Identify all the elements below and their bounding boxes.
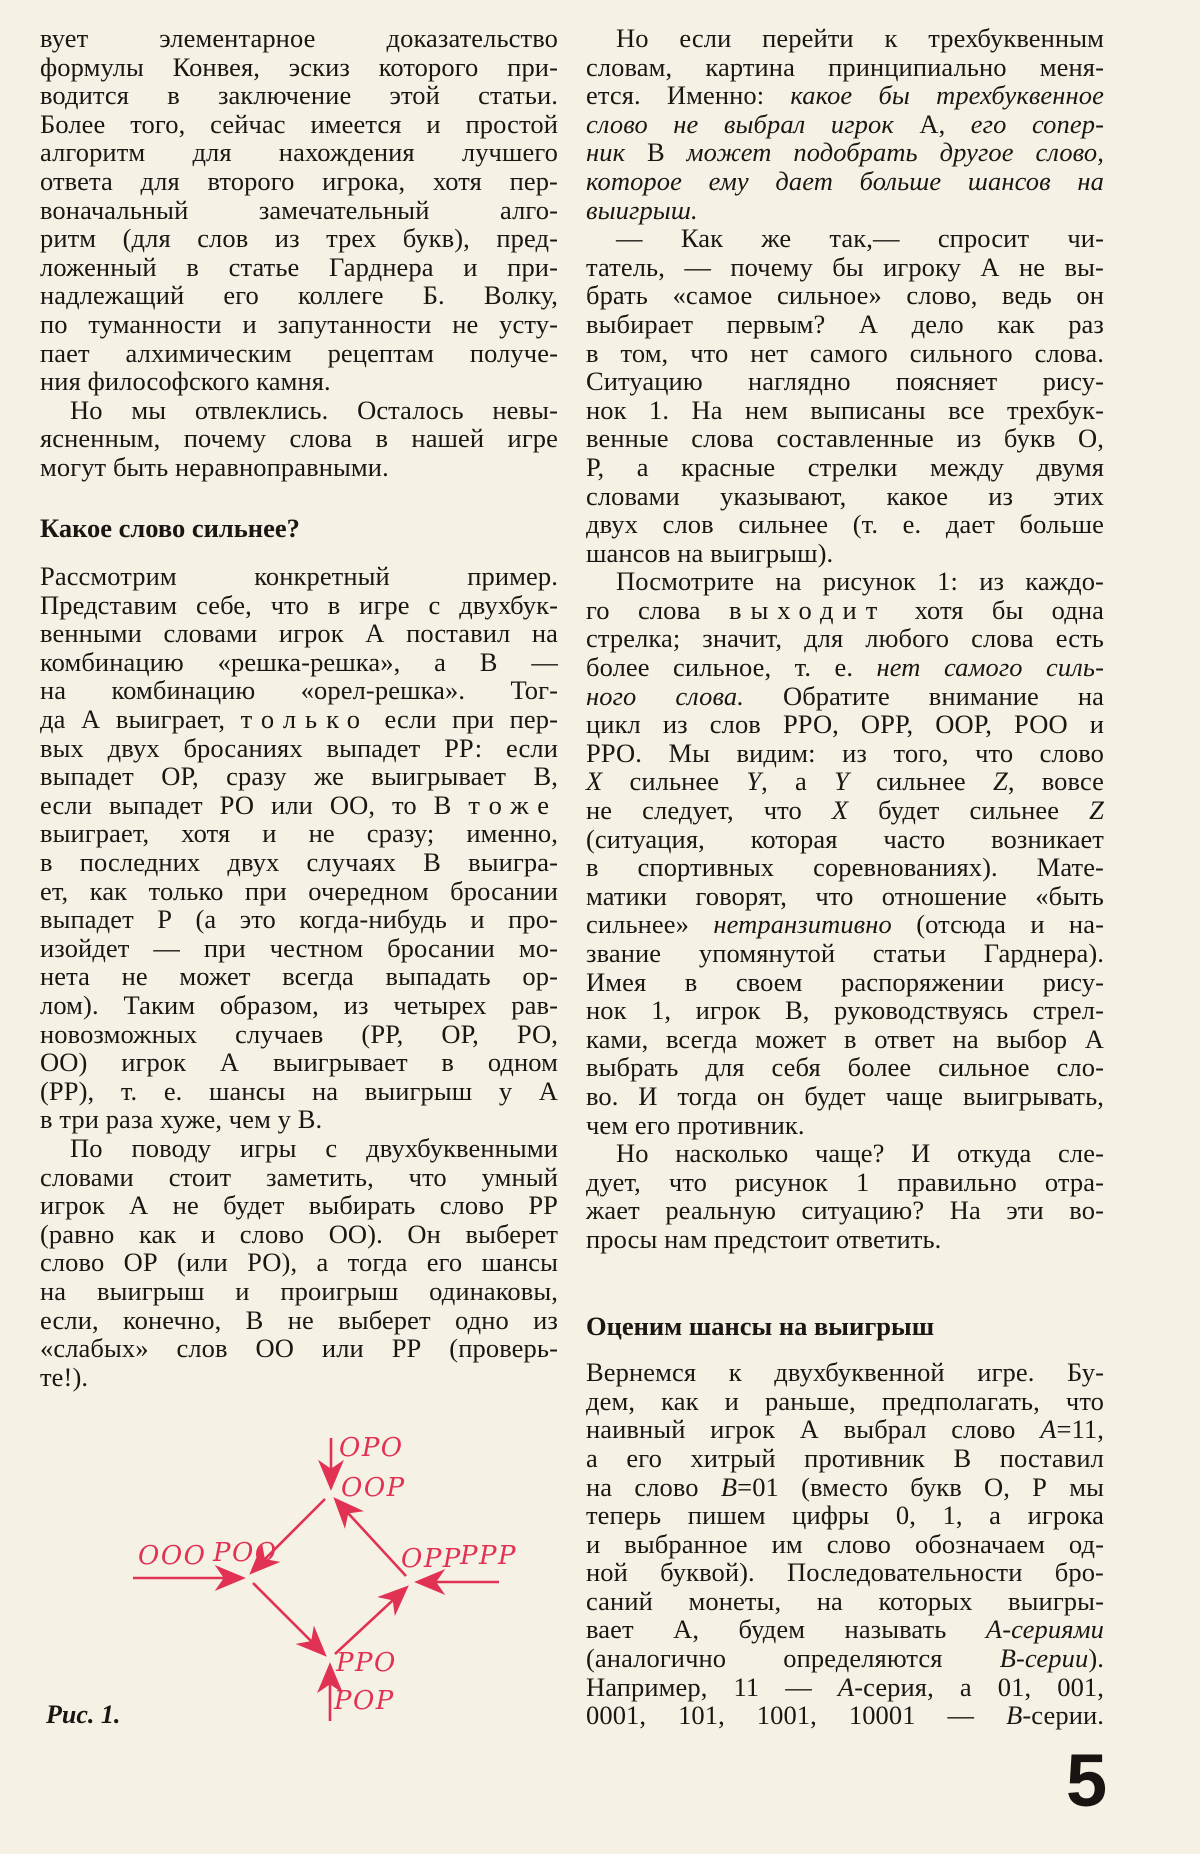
text-line: ной буквой). Последовательности бро-	[586, 1557, 1104, 1588]
text-line: Например, 11 — А-серия, а 01, 001,	[586, 1671, 1104, 1702]
text-line: Представим себе, что в игре с двухбук-	[40, 589, 558, 620]
node-label-poo: РОО	[213, 1538, 278, 1568]
text-line: воначальный замечательный алго-	[40, 194, 558, 225]
text-line: Посмотрите на рисунок 1: из каждо-	[616, 566, 1104, 597]
text-line: сильнее» нетранзитивно (отсюда и на-	[586, 909, 1104, 940]
text-line: теперь пишем цифры 0, 1, а игрока	[586, 1500, 1104, 1531]
text-line: выбрать для себя более сильное сло-	[586, 1052, 1104, 1083]
text-line: алгоритм для нахождения лучшего	[40, 137, 558, 168]
text-line: нета не может всегда выпадать ор-	[40, 961, 558, 992]
text-line: комбинацию «решка-решка», а В —	[40, 646, 558, 677]
text-line: ложенный в статье Гарднера и при-	[40, 251, 558, 282]
left-text-column	[40, 24, 558, 1391]
text-line: в спортивных соревнованиях). Мате-	[586, 852, 1104, 883]
text-line: 0001, 101, 1001, 10001 — В-серии.	[586, 1700, 1104, 1731]
section-heading: Какое слово сильнее?	[40, 512, 300, 543]
text-line: нок 1, игрок В, руководствуясь стрел-	[586, 995, 1104, 1026]
text-line: ния философского камня.	[40, 366, 331, 397]
node-label-oop: ООР	[341, 1473, 406, 1503]
text-line: го слова выходит хотя бы одна	[586, 594, 1104, 625]
text-line: в три раза хуже, чем у В.	[40, 1104, 323, 1135]
text-line: (аналогично определяются В-серии).	[586, 1643, 1104, 1674]
text-line: дем, как и раньше, предполагать, что	[586, 1385, 1104, 1416]
text-line: (РР), т. е. шансы на выигрыш у А	[40, 1075, 558, 1106]
text-line: не следует, что X будет сильнее Z	[586, 795, 1104, 826]
text-line: цикл из слов РРО, ОРР, ООР, РОО и	[586, 709, 1104, 740]
node-label-opo: ОРО	[339, 1433, 404, 1463]
text-line: словами стоит заметить, что умный	[40, 1161, 558, 1192]
text-line: Более того, сейчас имеется и простой	[40, 108, 558, 139]
text-line: слово ОР (или РО), а тогда его шансы	[40, 1247, 558, 1278]
section-heading: Оценим шансы на выигрыш	[586, 1310, 935, 1341]
text-line: Но насколько чаще? И откуда сле-	[616, 1138, 1104, 1169]
text-line: те!).	[40, 1361, 89, 1392]
text-line: на выигрыш и проигрыш одинаковы,	[40, 1275, 558, 1306]
text-line: а его хитрый противник В поставил	[586, 1442, 1104, 1473]
text-line: изойдет — при честном бросании мо-	[40, 932, 558, 963]
node-label-pop: РОР	[334, 1686, 395, 1716]
text-line: саний монеты, на которых выигры-	[586, 1585, 1104, 1616]
text-line: Но мы отвлеклись. Осталось невы-	[70, 394, 558, 425]
text-line: выбирает первым? А дело как раз	[586, 308, 1104, 339]
text-line: РРО. Мы видим: из того, что слово	[586, 737, 1104, 768]
text-line: которое ему дает больше шансов на	[586, 165, 1104, 196]
text-line: дует, что рисунок 1 правильно отра-	[586, 1166, 1104, 1197]
text-line: ритм (для слов из трех букв), пред-	[40, 223, 558, 254]
text-line: нок 1. На нем выписаны все трехбук-	[586, 394, 1104, 425]
text-line: ОО) игрок А выигрывает в одном	[40, 1047, 558, 1078]
figure-1	[0, 1380, 560, 1780]
node-label-ppo: РРО	[336, 1648, 397, 1678]
text-line: слово не выбрал игрок А, его сопер-	[586, 108, 1104, 139]
arrow-opp-to-oop	[336, 1500, 406, 1576]
text-line: на комбинацию «орел-решка». Тог-	[40, 675, 558, 706]
text-line: ясненным, почему слова в нашей игре	[40, 423, 558, 454]
text-line: шансов на выигрыш).	[586, 537, 834, 568]
text-line: в последних двух случаях В выигра-	[40, 847, 558, 878]
text-line: чем его противник.	[586, 1109, 805, 1140]
right-text-column	[586, 24, 1104, 1730]
text-line: Рассмотрим конкретный пример.	[40, 561, 558, 592]
text-line: (равно как и слово ОО). Он выберет	[40, 1218, 558, 1249]
text-line: матики говорят, что отношение «быть	[586, 880, 1104, 911]
text-line: звание упомянутой статьи Гарднера).	[586, 938, 1104, 968]
text-line: и выбранное им слово обозначаем од-	[586, 1528, 1104, 1559]
text-line: выпадет ОР, сразу же выигрывает В,	[40, 761, 558, 792]
text-line: наивный игрок А выбрал слово А=11,	[586, 1414, 1104, 1445]
text-line: Ситуацию наглядно поясняет рису-	[586, 366, 1104, 397]
text-line: стрелка; значит, для любого слова есть	[586, 623, 1104, 654]
arrow-poo-to-ppo	[253, 1583, 324, 1654]
text-line: X сильнее Y, а Y сильнее Z, вовсе	[586, 766, 1104, 797]
text-line: в том, что нет самого сильного слова.	[586, 337, 1104, 368]
text-line: словам, картина принципиально меня-	[586, 51, 1104, 82]
text-line: вает А, будем называть А-сериями	[586, 1614, 1104, 1645]
text-line: более сильное, т. е. нет самого силь-	[586, 652, 1105, 683]
text-line: жает реальную ситуацию? На эти во-	[586, 1195, 1104, 1226]
text-line: — Как же так,— спросит чи-	[616, 223, 1104, 254]
text-line: лом). Таким образом, из четырех рав-	[40, 990, 558, 1020]
text-line: выиграет, хотя и не сразу; именно,	[40, 818, 558, 849]
text-line: на слово В=01 (вместо букв О, Р мы	[586, 1471, 1104, 1502]
text-line: ник В может подобрать другое слово,	[586, 137, 1104, 168]
text-line: ками, всегда может в ответ на выбор А	[586, 1023, 1104, 1054]
text-line: вует элементарное доказательство	[40, 23, 558, 53]
text-line: игрок А не будет выбирать слово РР	[40, 1190, 558, 1221]
text-line: если, конечно, В не выберет одно из	[40, 1304, 558, 1335]
text-line: «слабых» слов ОО или РР (проверь-	[40, 1333, 558, 1364]
text-line: во. И тогда он будет чаще выигрывать,	[586, 1080, 1104, 1111]
text-line: надлежащий его коллеге Б. Волку,	[40, 280, 558, 311]
text-line: ет, как только при очередном бросании	[40, 875, 558, 906]
text-line: Но если перейти к трехбуквенным	[616, 23, 1104, 53]
text-line: двух слов сильнее (т. е. дает больше	[586, 509, 1104, 540]
text-line: словами указывают, какое из этих	[586, 480, 1104, 511]
text-line: Р, а красные стрелки между двумя	[586, 451, 1104, 482]
word-strength-arrow-diagram	[100, 1430, 520, 1730]
text-line: выпадет Р (а это когда-нибудь и про-	[40, 904, 558, 935]
node-label-ooo: ООО	[138, 1541, 207, 1571]
node-label-opp: ОРР	[401, 1544, 462, 1574]
text-line: По поводу игры с двухбуквенными	[70, 1132, 558, 1163]
text-line: брать «самое сильное» слово, ведь он	[586, 280, 1104, 311]
text-line: формулы Конвея, эскиз которого при-	[40, 51, 558, 82]
text-line: (ситуация, которая часто возникает	[586, 823, 1104, 854]
text-line: новозможных случаев (РР, ОР, РО,	[40, 1018, 558, 1049]
figure-caption: Рис. 1.	[46, 1700, 121, 1729]
text-line: Имея в своем распоряжении рису-	[586, 966, 1104, 997]
text-line: татель, — почему бы игроку А не вы-	[586, 251, 1104, 282]
page-number: 5	[1066, 1739, 1108, 1822]
text-line: по туманности и запутанности не усту-	[40, 308, 558, 339]
text-line: выигрыш.	[586, 194, 698, 225]
text-line: ного слова. Обратите внимание на	[586, 680, 1104, 711]
text-line: пает алхимическим рецептам получе-	[40, 337, 558, 368]
text-line: венные слова составленные из букв О,	[586, 423, 1104, 454]
text-line: могут быть неравноправными.	[40, 451, 389, 482]
text-line: венными словами игрок А поставил на	[40, 618, 558, 649]
text-line: да А выиграет, только если при пер-	[40, 704, 558, 735]
node-label-ppp: РРР	[460, 1541, 517, 1571]
text-line: ется. Именно: какое бы трехбуквенное	[586, 80, 1104, 111]
text-line: Вернемся к двухбуквенной игре. Бу-	[586, 1357, 1104, 1388]
text-line: ответа для второго игрока, хотя пер-	[40, 165, 558, 196]
text-line: вых двух бросаниях выпадет РР: если	[40, 732, 558, 763]
text-line: если выпадет РО или ОО, то В тоже	[40, 789, 558, 820]
text-line: просы нам предстоит ответить.	[586, 1223, 942, 1254]
text-line: водится в заключение этой статьи.	[40, 80, 558, 111]
arrow-ppo-to-opp	[335, 1588, 406, 1654]
